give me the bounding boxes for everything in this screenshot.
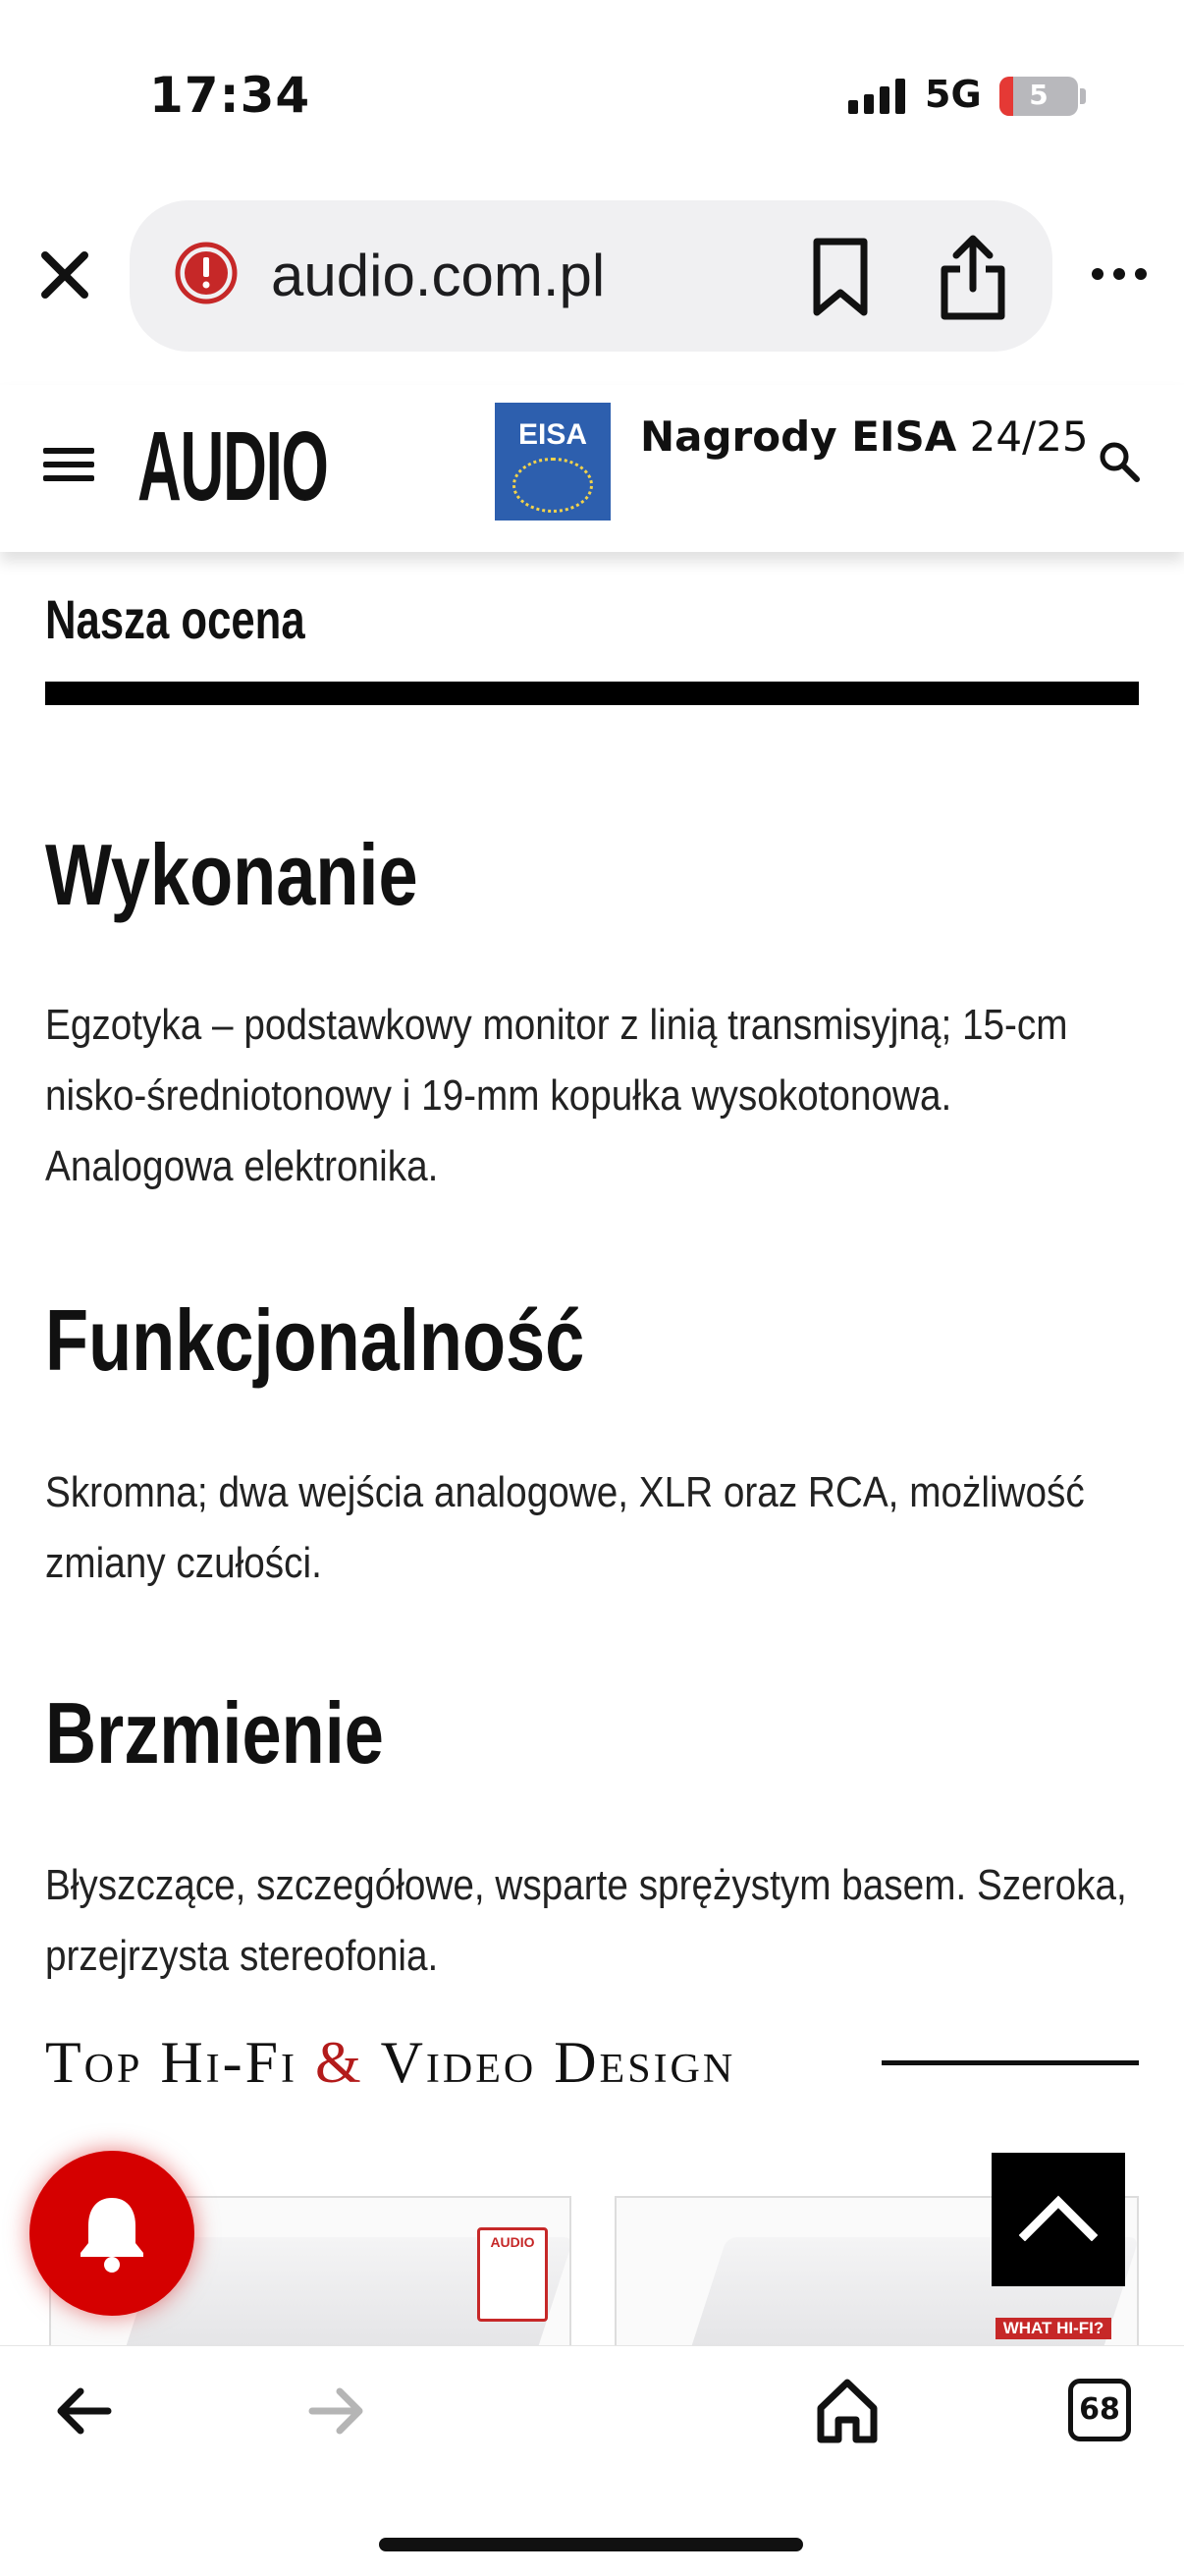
battery-level: 5 xyxy=(1029,79,1049,111)
security-warning-icon[interactable] xyxy=(173,240,240,306)
section-line xyxy=(882,2060,1139,2065)
forward-arrow-icon[interactable] xyxy=(306,2386,367,2436)
audio-award-badge xyxy=(477,2227,548,2322)
bookmark-icon[interactable] xyxy=(807,236,874,318)
status-time: 17:34 xyxy=(149,67,311,124)
promo-section-title xyxy=(45,2029,735,2097)
chevron-up-icon xyxy=(1019,2192,1098,2241)
home-indicator[interactable] xyxy=(379,2538,803,2551)
scroll-to-top-button[interactable] xyxy=(992,2153,1125,2286)
bell-icon xyxy=(75,2192,149,2275)
tabs-button[interactable]: 68 xyxy=(1068,2379,1131,2441)
battery-tip xyxy=(1080,88,1086,104)
eisa-badge[interactable] xyxy=(495,403,611,521)
promo-title-part1: Top Hi-Fi xyxy=(45,2030,315,2095)
network-type: 5G xyxy=(925,73,982,116)
eisa-stars-icon xyxy=(512,458,593,513)
battery-icon xyxy=(999,77,1078,116)
rating-title: Nasza ocena xyxy=(45,588,305,650)
section-heading: Brzmienie xyxy=(45,1684,384,1781)
promo-title-ampersand: & xyxy=(315,2030,364,2095)
more-icon[interactable] xyxy=(1090,259,1149,289)
close-icon[interactable] xyxy=(35,246,94,304)
search-icon[interactable] xyxy=(1098,440,1141,483)
menu-icon[interactable] xyxy=(43,448,94,485)
notification-bell-button[interactable] xyxy=(29,2151,194,2316)
section-text: Egzotyka – podstawkowy monitor z linią transmisyjną; 15-cm nisko-średniotonowy i 19-mm kopułka wysokotonowa. Analogowa elektronika. xyxy=(45,1001,1068,1190)
whathifi-badge: WHAT HI-FI? xyxy=(996,2318,1111,2339)
home-icon[interactable] xyxy=(815,2377,880,2445)
signal-icon xyxy=(848,77,905,114)
section-heading: Funkcjonalność xyxy=(45,1291,585,1389)
url-text[interactable]: audio.com.pl xyxy=(271,243,606,308)
audio-award-label: AUDIO xyxy=(490,2234,535,2250)
promo-title-part2: Video Design xyxy=(363,2030,736,2095)
divider xyxy=(45,682,1139,705)
eisa-badge-label: EISA xyxy=(517,418,588,451)
award-years: 24/25 xyxy=(956,412,1089,461)
site-logo[interactable]: AUDIO xyxy=(137,411,328,521)
section-text: Skromna; dwa wejścia analogowe, XLR oraz RCA, możliwość zmiany czułości. xyxy=(45,1468,1085,1587)
section-heading: Wykonanie xyxy=(45,826,418,923)
share-icon[interactable] xyxy=(937,232,1009,322)
section-text: Błyszczące, szczegółowe, wsparte sprężystym basem. Szeroka, przejrzysta stereofonia. xyxy=(45,1861,1127,1980)
award-name: Nagrody EISA xyxy=(640,412,957,461)
back-arrow-icon[interactable] xyxy=(53,2386,114,2436)
award-link[interactable] xyxy=(640,412,1089,461)
